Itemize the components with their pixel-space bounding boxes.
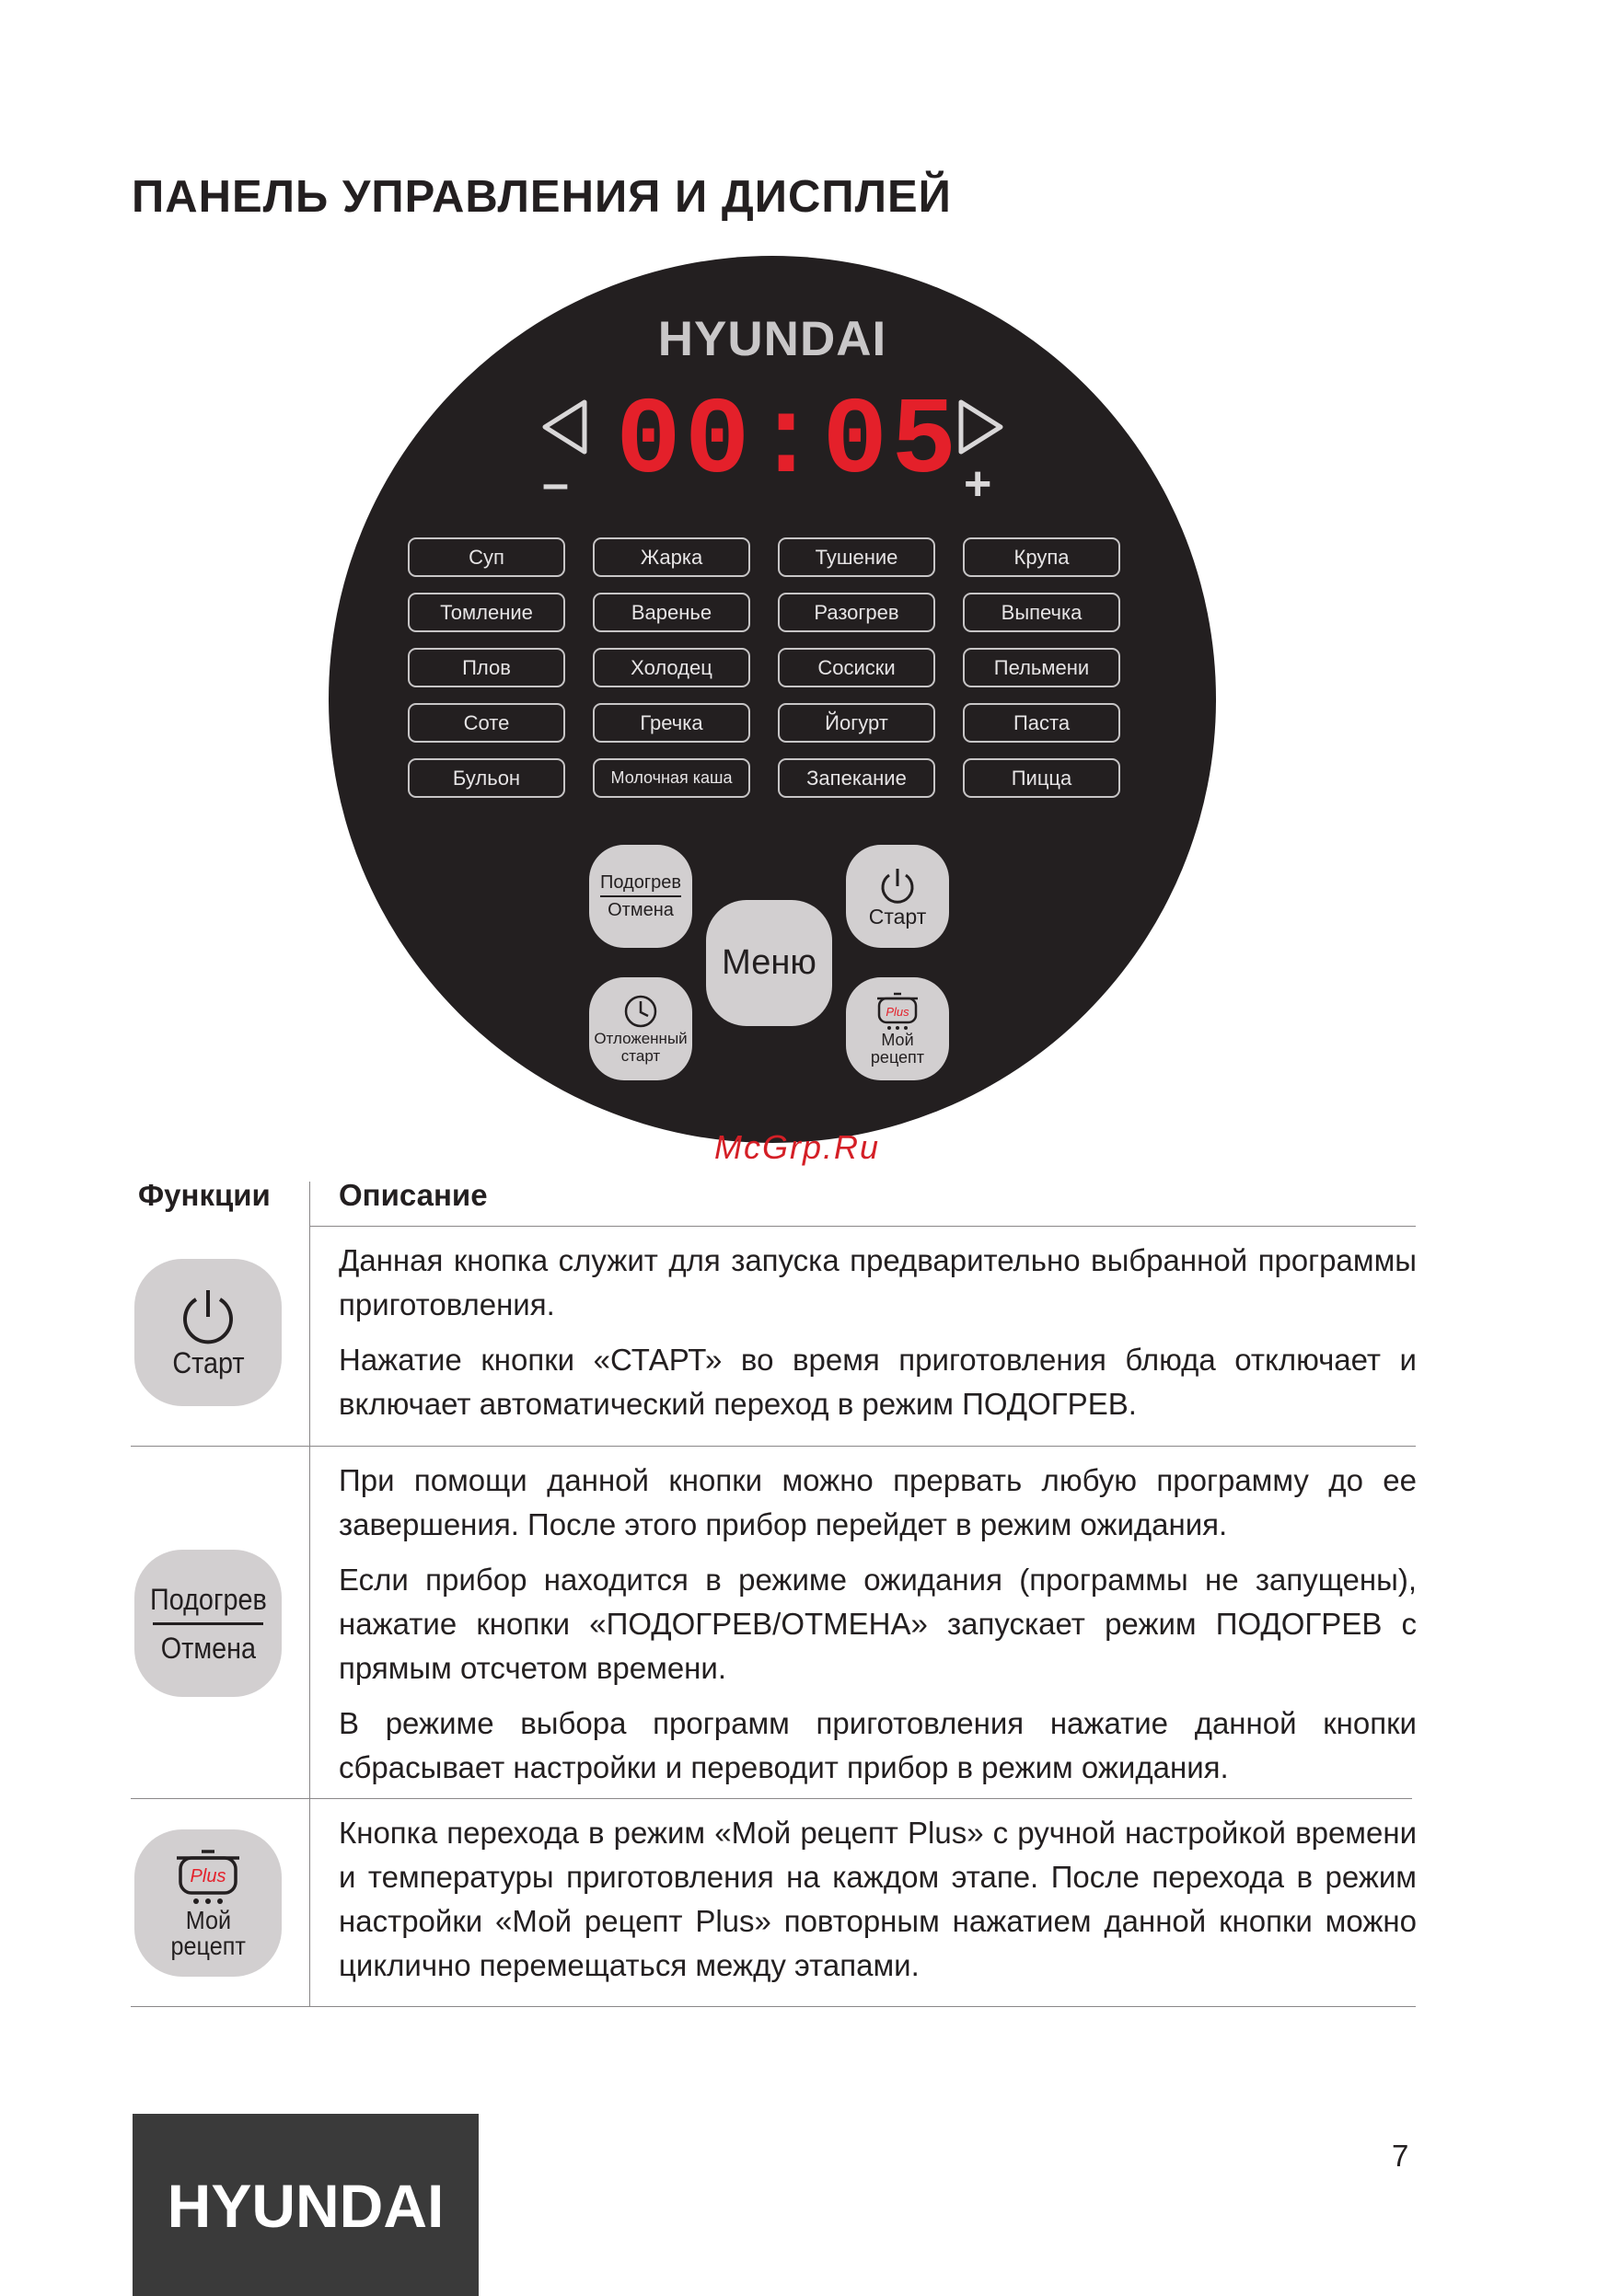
right-arrow-icon xyxy=(957,398,1005,456)
table-row-divider xyxy=(131,1446,1416,1447)
label-divider xyxy=(600,895,681,897)
cancel-label: Отмена xyxy=(160,1631,256,1665)
description-paragraph: При помощи данной кнопки можно прервать любую программу до ее завершения. После этого прибор перейдет в режим ожидания. xyxy=(339,1463,1417,1541)
program-button: Йогурт xyxy=(778,703,935,743)
program-button: Бульон xyxy=(408,758,565,798)
program-button: Пельмени xyxy=(963,648,1120,687)
label-divider xyxy=(153,1622,263,1625)
description-paragraph: Кнопка перехода в режим «Мой рецепт Plus» с ручной настройкой времени и температуры приготовления на каждом этапе. После перехода в режим настройки «Мой рецепт Plus» повторным нажатием данной кнопки можно циклично перемещаться между этапами. xyxy=(339,1816,1417,1982)
my-recipe-button xyxy=(846,977,949,1080)
left-arrow-icon xyxy=(540,398,588,456)
description-paragraph: Данная кнопка служит для запуска предварительно выбранной программы приготовления. xyxy=(339,1243,1417,1321)
program-button: Крупа xyxy=(963,537,1120,577)
program-button: Суп xyxy=(408,537,565,577)
program-button: Паста xyxy=(963,703,1120,743)
warm-cancel-button xyxy=(589,845,692,948)
table-header-rule xyxy=(309,1226,1416,1227)
recipe-label-line1: Мой xyxy=(881,1031,914,1049)
warm-cancel-button-illustration xyxy=(134,1550,282,1697)
program-button: Гречка xyxy=(593,703,750,743)
page-number: 7 xyxy=(1392,2139,1409,2173)
delayed-start-button xyxy=(589,977,692,1080)
program-button: Пицца xyxy=(963,758,1120,798)
program-button: Тушение xyxy=(778,537,935,577)
power-icon xyxy=(178,1286,238,1347)
start-description xyxy=(339,1239,1417,1437)
start-label: Старт xyxy=(171,1346,245,1379)
description-paragraph: Нажатие кнопки «СТАРТ» во время приготовления блюда отключает и включает автоматический переход в режим ПОДОГРЕВ. xyxy=(339,1343,1417,1421)
footer-brand-block xyxy=(133,2114,479,2296)
program-button: Выпечка xyxy=(963,593,1120,632)
start-button xyxy=(846,845,949,948)
program-button: Холодец xyxy=(593,648,750,687)
pot-icon xyxy=(874,991,921,1032)
description-paragraph: Если прибор находится в режиме ожидания (программы не запущены), нажатие кнопки «ПОДОГРЕВ/ОТМЕНА» запускает режим ПОДОГРЕВ с прямым отсчетом времени. xyxy=(339,1563,1417,1685)
program-button: Сосиски xyxy=(778,648,935,687)
warm-label: Подогрев xyxy=(149,1582,267,1616)
plus-sign: + xyxy=(964,457,992,511)
page-title: ПАНЕЛЬ УПРАВЛЕНИЯ И ДИСПЛЕЙ xyxy=(132,172,952,222)
warm-label: Подогрев xyxy=(599,872,682,893)
pot-icon xyxy=(172,1847,244,1908)
plus-logo-text: Plus xyxy=(886,1005,909,1019)
delayed-label-line2: старт xyxy=(620,1047,661,1065)
time-display: 00:05 xyxy=(616,382,961,504)
minus-sign: – xyxy=(542,457,569,511)
table-bottom-rule xyxy=(131,2006,1416,2007)
cancel-label: Отмена xyxy=(608,900,674,920)
recipe-label-line2: рецепт xyxy=(870,1048,925,1067)
plus-logo-text: Plus xyxy=(190,1866,226,1886)
program-grid xyxy=(408,537,1120,798)
start-button-illustration xyxy=(134,1259,282,1406)
program-button: Томление xyxy=(408,593,565,632)
warm-cancel-description xyxy=(339,1459,1417,1801)
my-recipe-description xyxy=(339,1811,1417,1999)
start-label: Старт xyxy=(868,905,927,929)
control-panel-illustration xyxy=(329,256,1216,1143)
column-header-function: Функции xyxy=(138,1178,271,1212)
watermark: McGrp.Ru xyxy=(714,1128,881,1166)
program-button: Соте xyxy=(408,703,565,743)
recipe-label-line1: Мой xyxy=(185,1906,231,1934)
program-button: Варенье xyxy=(593,593,750,632)
recipe-label-line2: рецепт xyxy=(170,1932,246,1960)
program-button: Молочная каша xyxy=(593,758,750,798)
description-paragraph: В режиме выбора программ приготовления нажатие данной кнопки сбрасывает настройки и переводит прибор в режим ожидания. xyxy=(339,1706,1417,1784)
program-button: Жарка xyxy=(593,537,750,577)
program-button: Плов xyxy=(408,648,565,687)
column-header-description: Описание xyxy=(339,1178,488,1212)
clock-icon xyxy=(622,993,659,1030)
power-icon xyxy=(877,866,918,906)
panel-brand-logo: HYUNDAI xyxy=(657,312,887,366)
menu-label: Меню xyxy=(722,943,816,982)
program-button: Разогрев xyxy=(778,593,935,632)
table-column-divider xyxy=(309,1182,310,2006)
footer-brand-logo: HYUNDAI xyxy=(167,2172,445,2240)
menu-button xyxy=(706,900,832,1026)
my-recipe-button-illustration xyxy=(134,1829,282,1977)
program-button: Запекание xyxy=(778,758,935,798)
delayed-label-line1: Отложенный xyxy=(594,1030,688,1047)
